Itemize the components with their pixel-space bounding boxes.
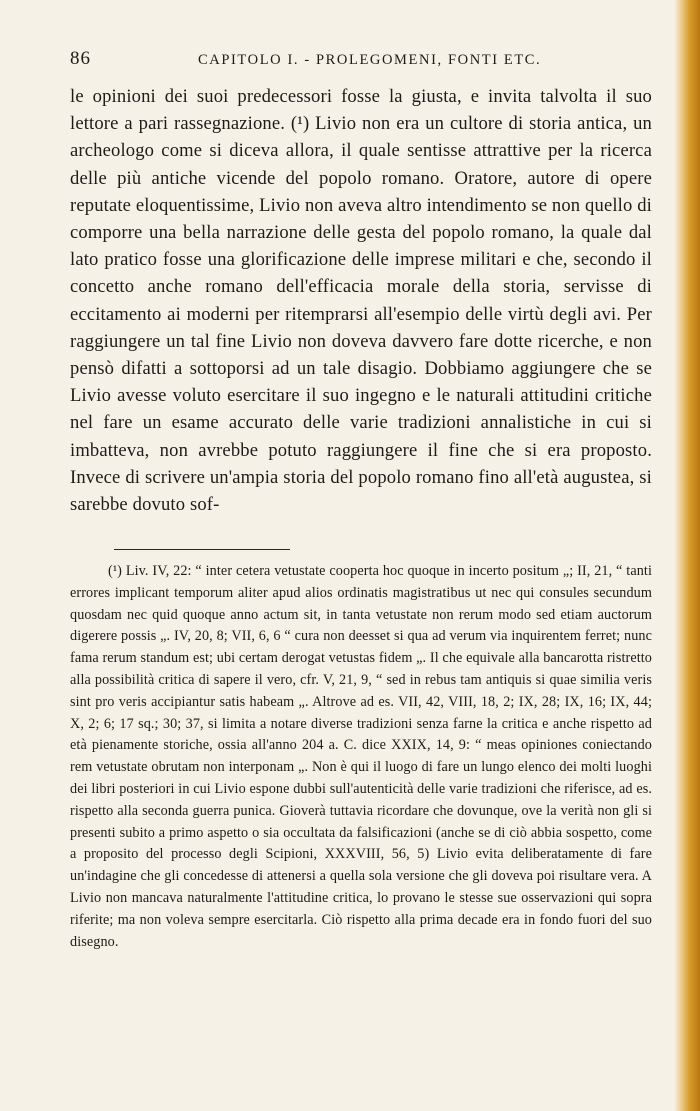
footnote-separator xyxy=(114,549,290,550)
page-number: 86 xyxy=(70,48,91,69)
running-head: CAPITOLO I. - PROLEGOMENI, FONTI ETC. xyxy=(198,52,542,68)
body-paragraph: le opinioni dei suoi predecessori fosse la giusta, e invita talvolta il suo lettore a pari rassegnazione. (¹) Livio non era un cultore di storia antica, un archeologo come si diceva allora, il quale sentisse attrattive per la ricerca delle più antiche vicende del popolo romano. Oratore, autore di opere reputate eloquentissime, Livio non aveva altro intendimento se non quello di comporre una bella narrazione delle gesta del popolo romano, la quale dal lato pratico fosse una glorificazione delle imprese militari e che, secondo il concetto anche romano dell'efficacia morale della storia, servisse di eccitamento ai moderni per ritemprarsi all'esempio delle virtù degli avi. Per raggiungere un tal fine Livio non doveva davvero fare dotte ricerche, e non pensò difatti a sottoporsi ad un tale disagio. Dobbiamo aggiungere che se Livio avesse voluto esercitare il suo ingegno e le naturali attitudini critiche nel fare un esame accurato delle varie tradizioni annalistiche in cui si imbatteva, non avrebbe potuto raggiungere il fine che si era proposto. Invece di scrivere un'ampia storia del popolo romano fino all'età augustea, si sarebbe dovuto sof- xyxy=(70,86,652,516)
page-edge-decoration xyxy=(674,0,700,1111)
footnote: (¹) Liv. IV, 22: “ inter cetera vetustate cooperta hoc quoque in incerto positum „; II, 21, “ tanti errores implicant temporum aliter apud alios ordinatis magistratibus ut nec qui consules secundum quosdam nec quid quoque anno actum sit, in tanta vetustate non rerum modo sed etiam auctorum digerere possis „. IV, 20, 8; VII, 6, 6 “ cura non deesset si qua ad verum via inquirentem ferret; nunc fama rerum standum est; ubi certam derogat vetustas fidem „. Il che equivale alla bancarotta ristretto alla possibilità critica di sapere il vero, cfr. V, 21, 9, “ sed in rebus tam antiquis si quae similia veris sint pro veris accipiantur satis habeam „. Altrove ad es. VII, 42, VIII, 18, 2; IX, 28; IX, 16; IX, 44; X, 2; 6; 17 sq.; 30; 37, si limita a notare diverse tradizioni senza farne la critica e anche rispetto ad età pienamente storiche, ossia all'anno 204 a. C. dice XXIX, 14, 9: “ meas opiniones coniectando rem vetustate obrutam non interponam „. Non è qui il luogo di fare un lungo elenco dei molti luoghi dei libri posteriori in cui Livio espone dubbi sull'autenticità delle varie tradizioni che riferisce, ad es. rispetto alla seconda guerra punica. Gioverà tuttavia ricordare che dovunque, ove la verità non gli si presenti subito a primo aspetto o sia occultata da falsificazioni (anche se di ciò abbia sospetto, come a proposito del processo degli Scipioni, XXXVIII, 56, 5) Livio evita deliberatamente di fare un'indagine che gli concedesse di attenersi a quella sola versione che gli doveva poi risultare vera. A Livio non mancava naturalmente l'attitudine critica, lo provano le stesse sue osservazioni qui sopra riferite; ma non voleva sempre esercitarla. Ciò rispetto alla prima decade era in fondo fuori del suo disegno. xyxy=(70,563,652,950)
